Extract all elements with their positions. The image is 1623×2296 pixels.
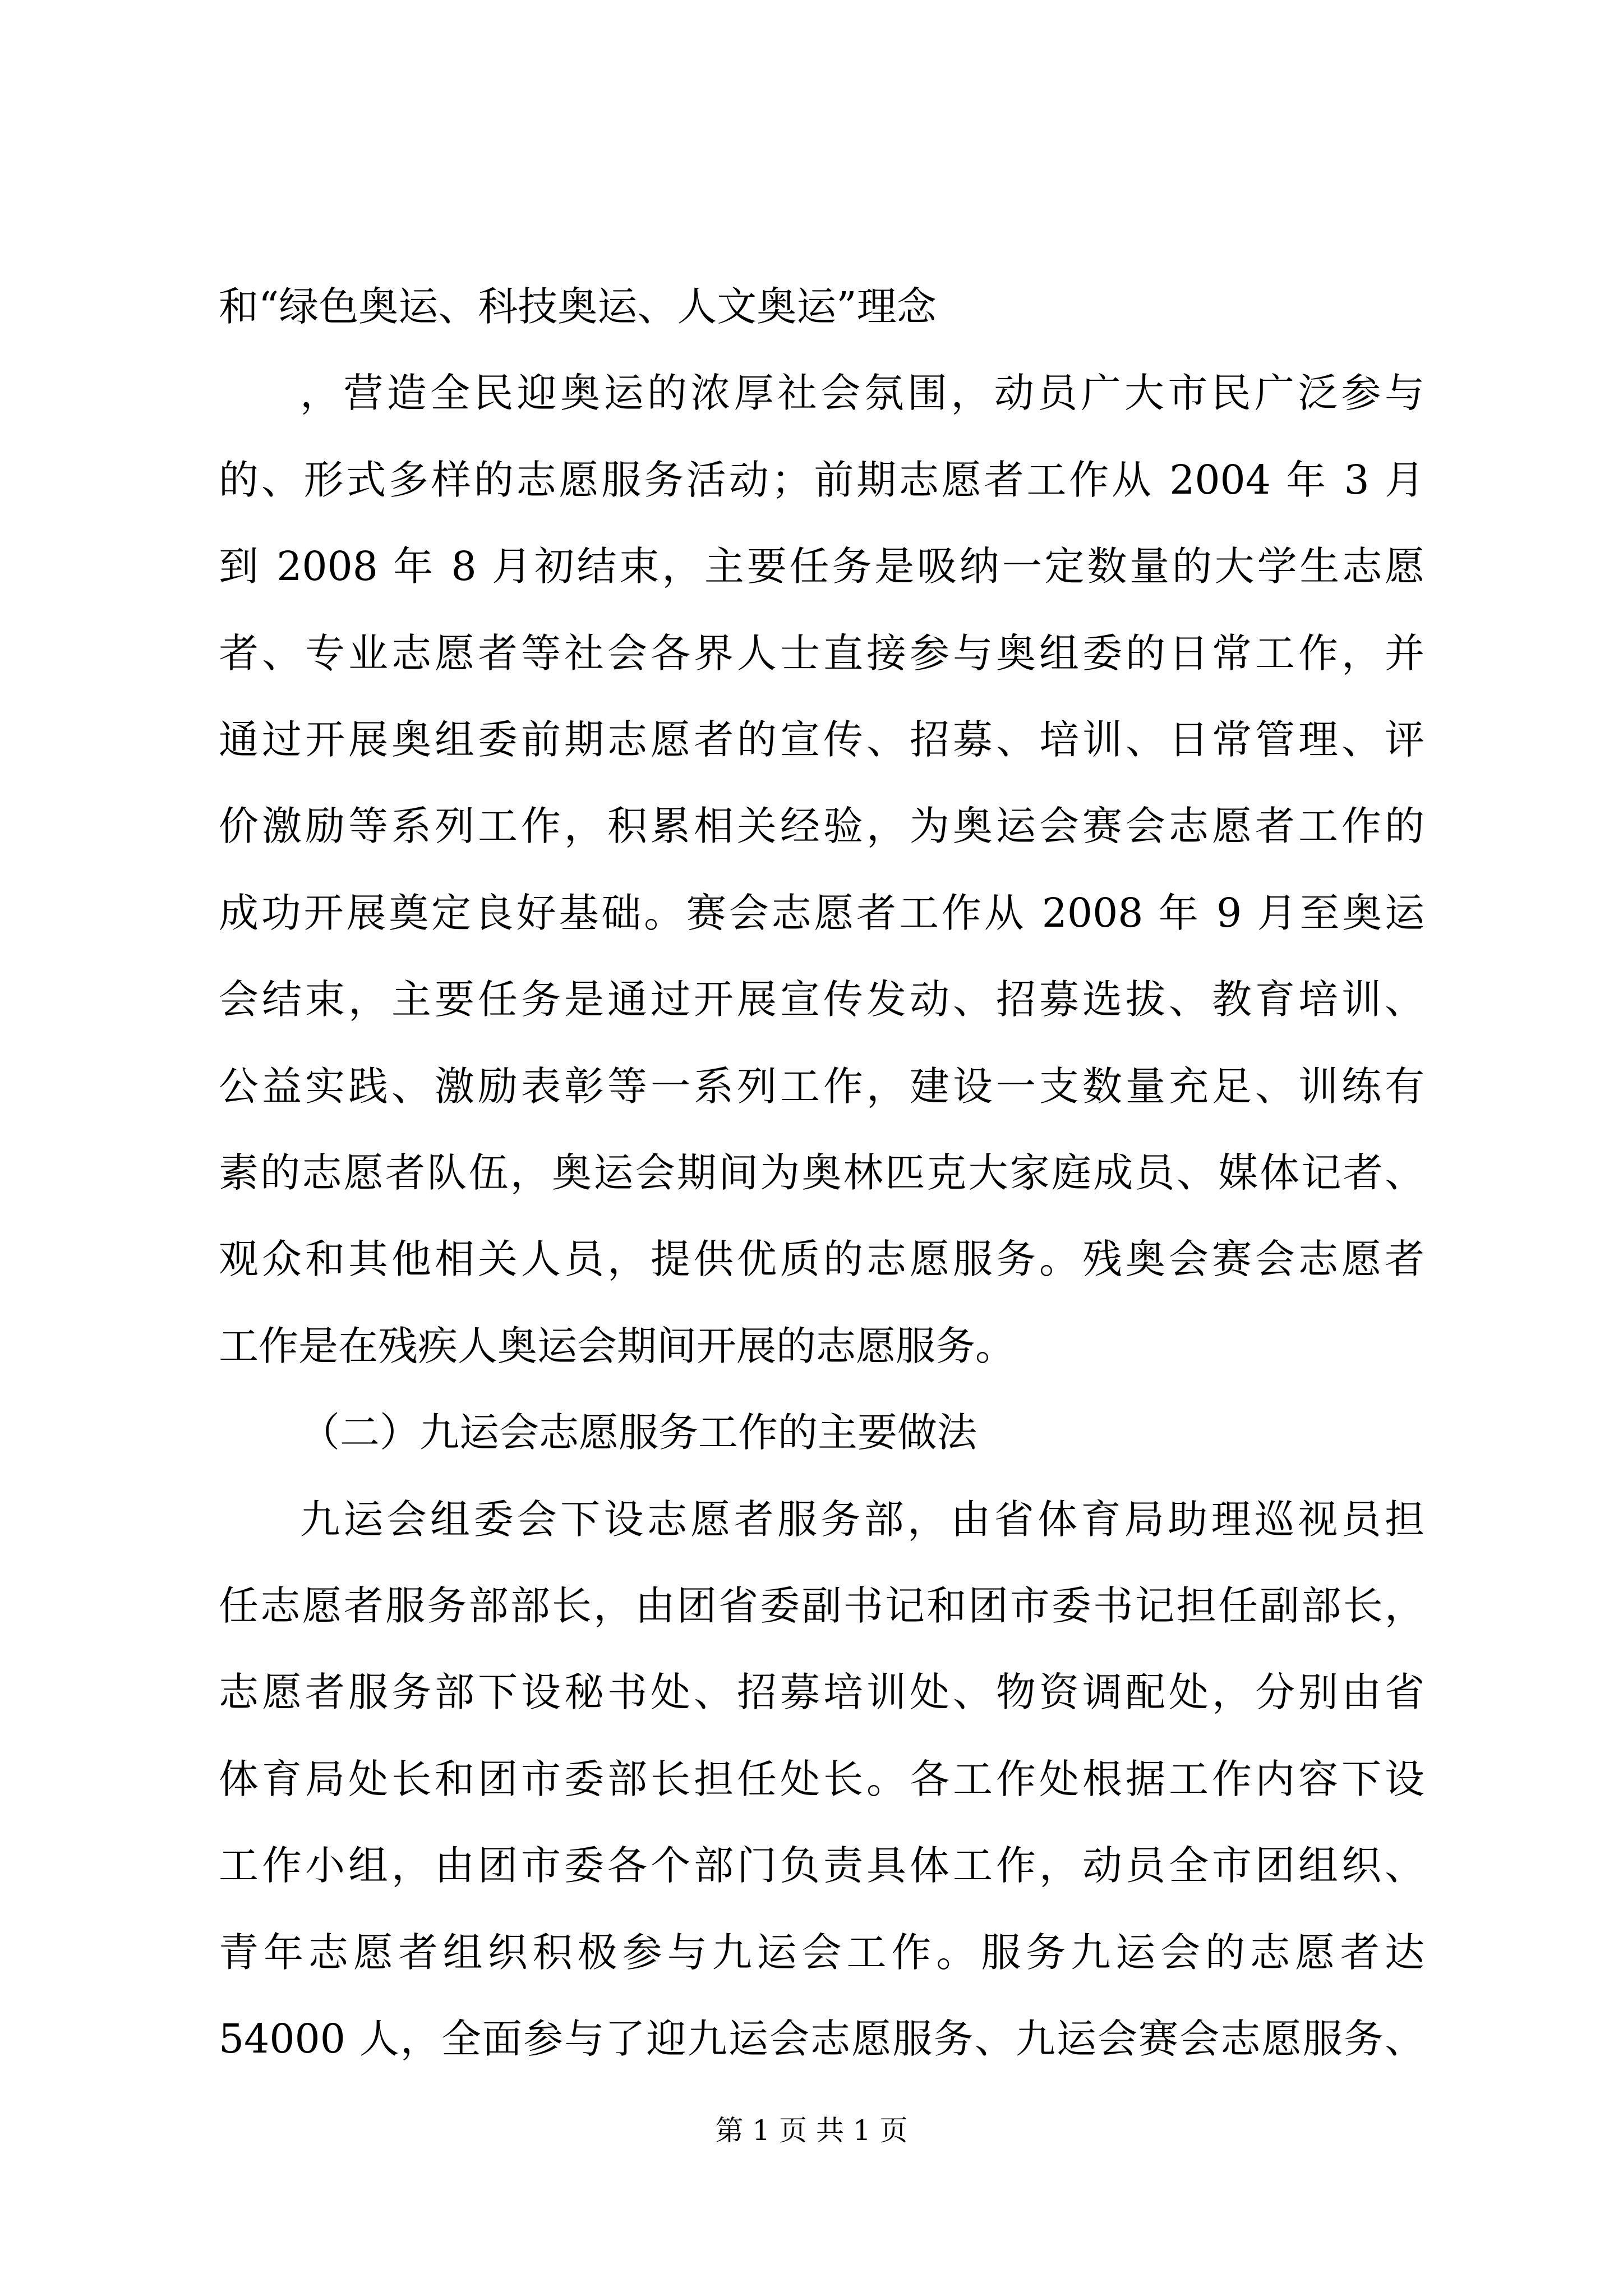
text-line-20: 青年志愿者组织积极参与九运会工作。服务九运会的志愿者达 [219,1929,1424,1976]
text-line-9: 会结束，主要任务是通过开展宣传发动、招募选拔、教育培训、 [219,976,1424,1023]
text-line-19: 工作小组，由团市委各个部门负责具体工作，动员全市团组织、 [219,1842,1424,1889]
text-line-21: 54000 人，全面参与了迎九运会志愿服务、九运会赛会志愿服务、 [219,2016,1424,2062]
text-line-12: 观众和其他相关人员，提供优质的志愿服务。残奥会赛会志愿者 [219,1236,1424,1282]
text-line-7: 价激励等系列工作，积累相关经验，为奥运会赛会志愿者工作的 [219,803,1424,849]
text-line-1: 和“绿色奥运、科技奥运、人文奥运”理念 [219,283,937,330]
text-line-4: 到 2008 年 8 月初结束，主要任务是吸纳一定数量的大学生志愿 [219,543,1424,590]
text-line-17: 志愿者服务部下设秘书处、招募培训处、物资调配处，分别由省 [219,1669,1424,1715]
text-line-15: 九运会组委会下设志愿者服务部，由省体育局助理巡视员担 [300,1496,1424,1543]
text-line-13: 工作是在残疾人奥运会期间开展的志愿服务。 [219,1323,1016,1369]
text-line-3: 的、形式多样的志愿服务活动；前期志愿者工作从 2004 年 3 月 [219,457,1424,503]
section-heading: （二）九运会志愿服务工作的主要做法 [300,1409,978,1456]
text-line-8: 成功开展奠定良好基础。赛会志愿者工作从 2008 年 9 月至奥运 [219,890,1424,936]
text-line-2: ，营造全民迎奥运的浓厚社会氛围，动员广大市民广泛参与 [300,370,1424,416]
text-line-5: 者、专业志愿者等社会各界人士直接参与奥组委的日常工作，并 [219,630,1424,677]
text-line-6: 通过开展奥组委前期志愿者的宣传、招募、培训、日常管理、评 [219,716,1424,763]
page-footer: 第 1 页 共 1 页 [715,2114,908,2147]
text-line-16: 任志愿者服务部部长，由团省委副书记和团市委书记担任副部长， [219,1582,1424,1629]
text-line-10: 公益实践、激励表彰等一系列工作，建设一支数量充足、训练有 [219,1063,1424,1110]
text-line-18: 体育局处长和团市委部长担任处长。各工作处根据工作内容下设 [219,1756,1424,1802]
text-line-11: 素的志愿者队伍，奥运会期间为奥林匹克大家庭成员、媒体记者、 [219,1149,1424,1196]
